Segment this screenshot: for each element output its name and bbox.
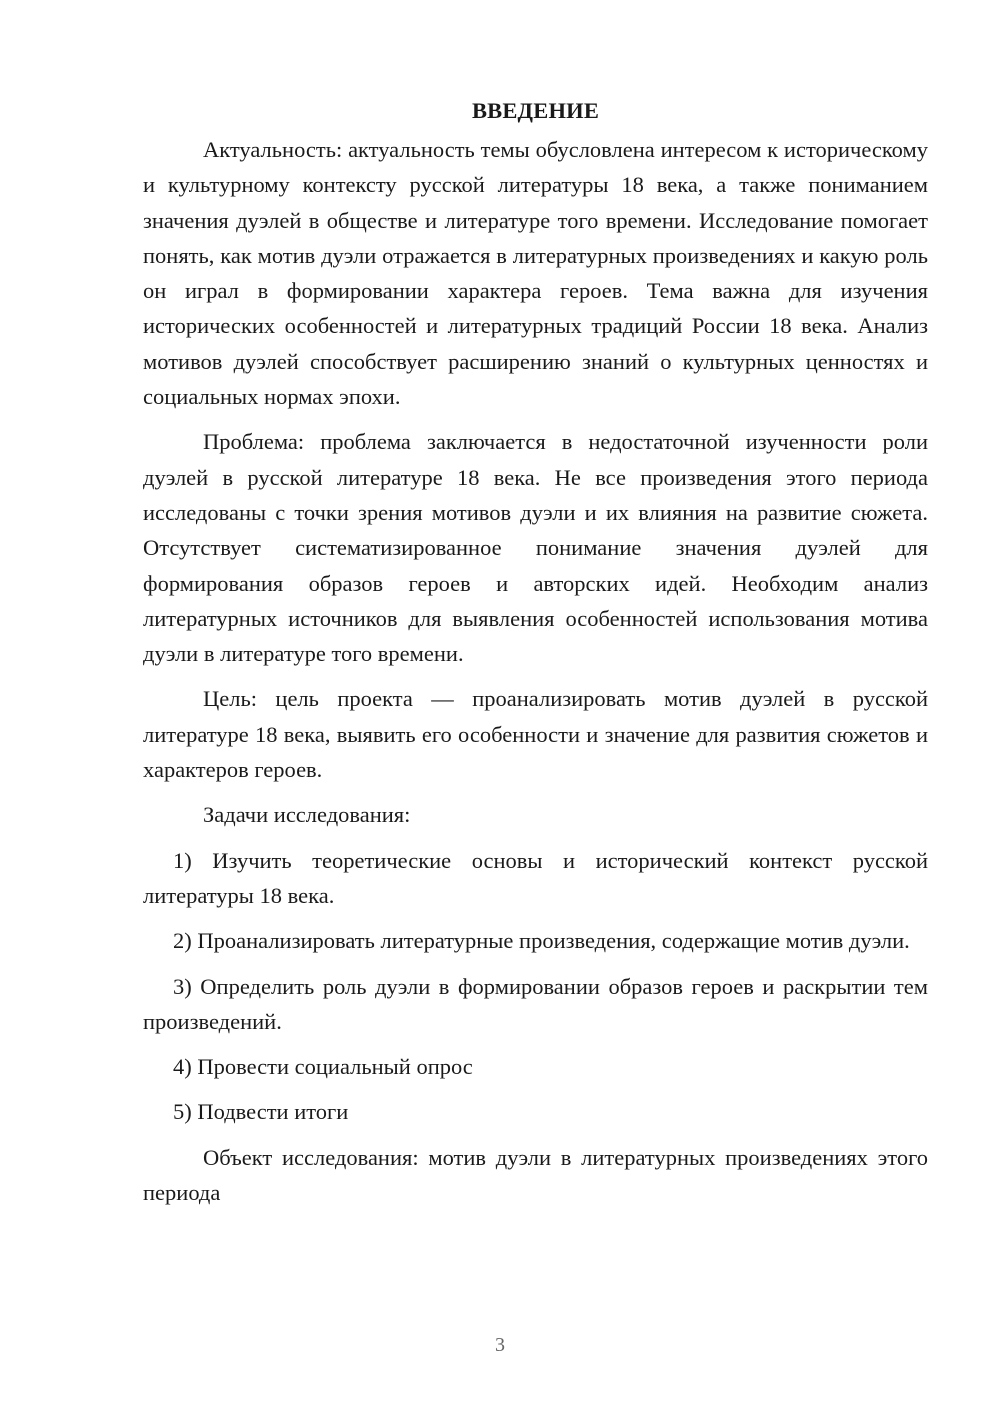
section-heading: ВВЕДЕНИЕ	[471, 98, 600, 123]
task-item: 1) Изучить теоретические основы и исторический контекст русской литературы 18 века.	[143, 847, 928, 908]
task-item: 3) Определить роль дуэли в формировании образов героев и раскрытии тем произведений.	[143, 973, 928, 1034]
task-item: 4) Провести социальный опрос	[173, 1054, 473, 1080]
goal-paragraph: Цель: цель проекта — проанализировать мотив дуэлей в русской литературе 18 века, выявить его особенности и значение для развития сюжетов и характеров героев.	[143, 686, 928, 783]
page-number: 3	[495, 1334, 505, 1356]
tasks-heading: Задачи исследования:	[203, 802, 411, 828]
task-item: 5) Подвести итоги	[173, 1099, 349, 1125]
problem-paragraph: Проблема: проблема заключается в недостаточной изученности роли дуэлей в русской литературе 18 века. Не все произведения этого периода исследованы с точки зрения мотивов дуэли и их влияния на развитие сюжета. Отсутствует систематизированное понимание значения дуэлей для формирования образов героев и авторских идей. Необходим анализ литературных источников для выявления особенностей использования мотива дуэли в литературе того времени.	[143, 429, 928, 667]
task-item: 2) Проанализировать литературные произведения, содержащие мотив дуэли.	[173, 928, 910, 954]
object-paragraph: Объект исследования: мотив дуэли в литературных произведениях этого периода	[143, 1144, 928, 1206]
relevance-paragraph: Актуальность: актуальность темы обусловлена интересом к историческому и культурному контексту русской литературы 18 века, а также пониманием значения дуэлей в обществе и литературе того времени. Исследование помогает понять, как мотив дуэли отражается в литературных произведениях и какую роль он играл в формировании характера героев. Тема важна для изучения исторических особенностей и литературных традиций России 18 века. Анализ мотивов дуэлей способствует расширению знаний о культурных ценностях и социальных нормах эпохи.	[143, 137, 928, 410]
document-page	[143, 94, 928, 1220]
